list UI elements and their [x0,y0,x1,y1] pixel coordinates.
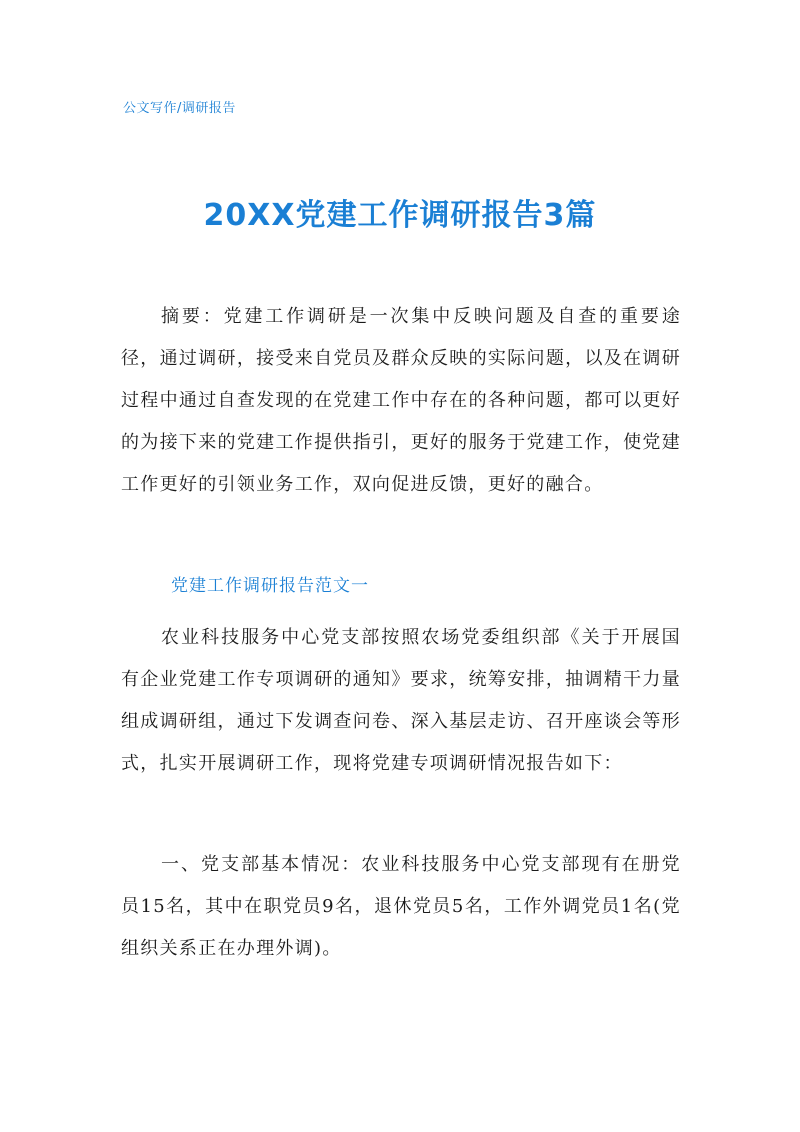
body-paragraph: 一、党支部基本情况：农业科技服务中心党支部现有在册党员15名，其中在职党员9名，退休党员5名，工作外调党员1名(党组织关系正在办理外调)。 [121,854,681,959]
page-title: 20XX党建工作调研报告3篇 [203,198,597,233]
body-paragraph: 农业科技服务中心党支部按照农场党委组织部《关于开展国有企业党建工作专项调研的通知》要求，统筹安排，抽调精干力量组成调研组，通过下发调查问卷、深入基层走访、召开座谈会等形式，扎实开展调研工作，现将党建专项调研情况报告如下： [121,627,681,774]
section-heading: 党建工作调研报告范文一 [171,576,369,596]
breadcrumb[interactable]: 公文写作/调研报告 [123,101,236,116]
abstract-paragraph: 摘要：党建工作调研是一次集中反映问题及自查的重要途径，通过调研，接受来自党员及群众反映的实际问题，以及在调研过程中通过自查发现的在党建工作中存在的各种问题，都可以更好的为接下来的党建工作提供指引，更好的服务于党建工作，使党建工作更好的引领业务工作，双向促进反馈，更好的融合。 [121,306,681,495]
